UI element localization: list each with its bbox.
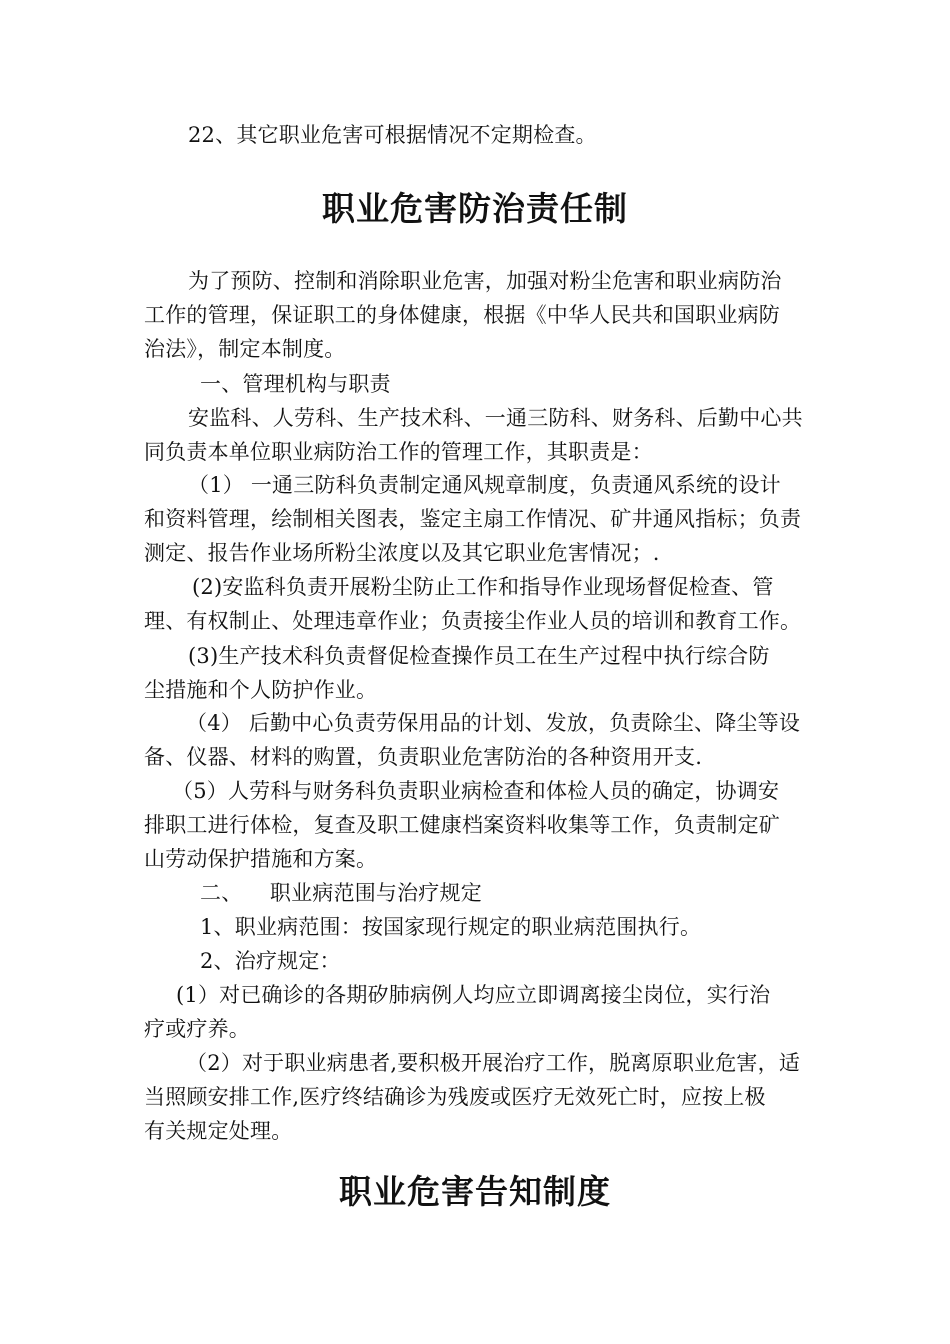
item-2-line-2: 理、有权制止、处理违章作业；负责接尘作业人员的培训和教育工作。 [144,609,802,633]
section-1-para-line-2: 同负责本单位职业病防治工作的管理工作，其职责是： [144,440,653,464]
item-22-text: 22、其它职业危害可根据情况不定期检查。 [188,123,597,147]
occupational-disease-range: 1、职业病范围：按国家现行规定的职业病范围执行。 [200,915,702,939]
treatment-1-line-1: (1）对已确诊的各期矽肺病例人均应立即调离接尘岗位，实行治 [176,983,771,1007]
treatment-2-line-2: 当照顾安排工作,医疗终结确诊为残废或医疗无效死亡时，应按上极 [144,1085,766,1109]
intro-line-1: 为了预防、控制和消除职业危害，加强对粉尘危害和职业病防治 [188,269,782,293]
item-5-line-1: （5）人劳科与财务科负责职业病检查和体检人员的确定，协调安 [172,779,780,803]
title-notification: 职业危害告知制度 [339,1172,611,1211]
section-1-heading: 一、管理机构与职责 [200,372,391,396]
treatment-2-line-3: 有关规定处理。 [144,1119,293,1143]
item-3-line-2: 尘措施和个人防护作业。 [144,678,378,702]
item-3-line-1: (3)生产技术科负责督促检查操作员工在生产过程中执行综合防 [188,644,770,668]
item-1-line-1: （1） 一通三防科负责制定通风规章制度，负责通风系统的设计 [188,473,781,497]
item-1-line-2: 和资料管理，绘制相关图表，鉴定主扇工作情况、矿井通风指标；负责 [144,507,802,531]
item-2-line-1: (2)安监科负责开展粉尘防止工作和指导作业现场督促检查、管 [192,575,774,599]
item-5-line-2: 排职工进行体检，复查及职工健康档案资料收集等工作，负责制定矿 [144,813,780,837]
intro-line-2: 工作的管理，保证职工的身体健康，根据《中华人民共和国职业病防 [144,303,780,327]
section-1-para-line-1: 安监科、人劳科、生产技术科、一通三防科、财务科、后勤中心共 [188,406,803,430]
item-5-line-3: 山劳动保护措施和方案。 [144,847,378,871]
section-2-heading: 二、 职业病范围与治疗规定 [200,881,482,905]
intro-line-3: 治法》，制定本制度。 [144,337,346,361]
item-1-line-3: 测定、报告作业场所粉尘浓度以及其它职业危害情况；. [144,541,660,565]
item-4-line-1: （4） 后勤中心负责劳保用品的计划、发放，负责除尘、降尘等设 [186,711,801,735]
item-4-line-2: 备、仪器、材料的购置，负责职业危害防治的各种资用开支. [144,745,703,769]
treatment-rules-heading: 2、治疗规定： [200,949,341,973]
title-responsibility: 职业危害防治责任制 [322,189,628,228]
treatment-2-line-1: （2）对于职业病患者,要积极开展治疗工作，脱离原职业危害，适 [186,1051,801,1075]
treatment-1-line-2: 疗或疗养。 [144,1017,250,1041]
